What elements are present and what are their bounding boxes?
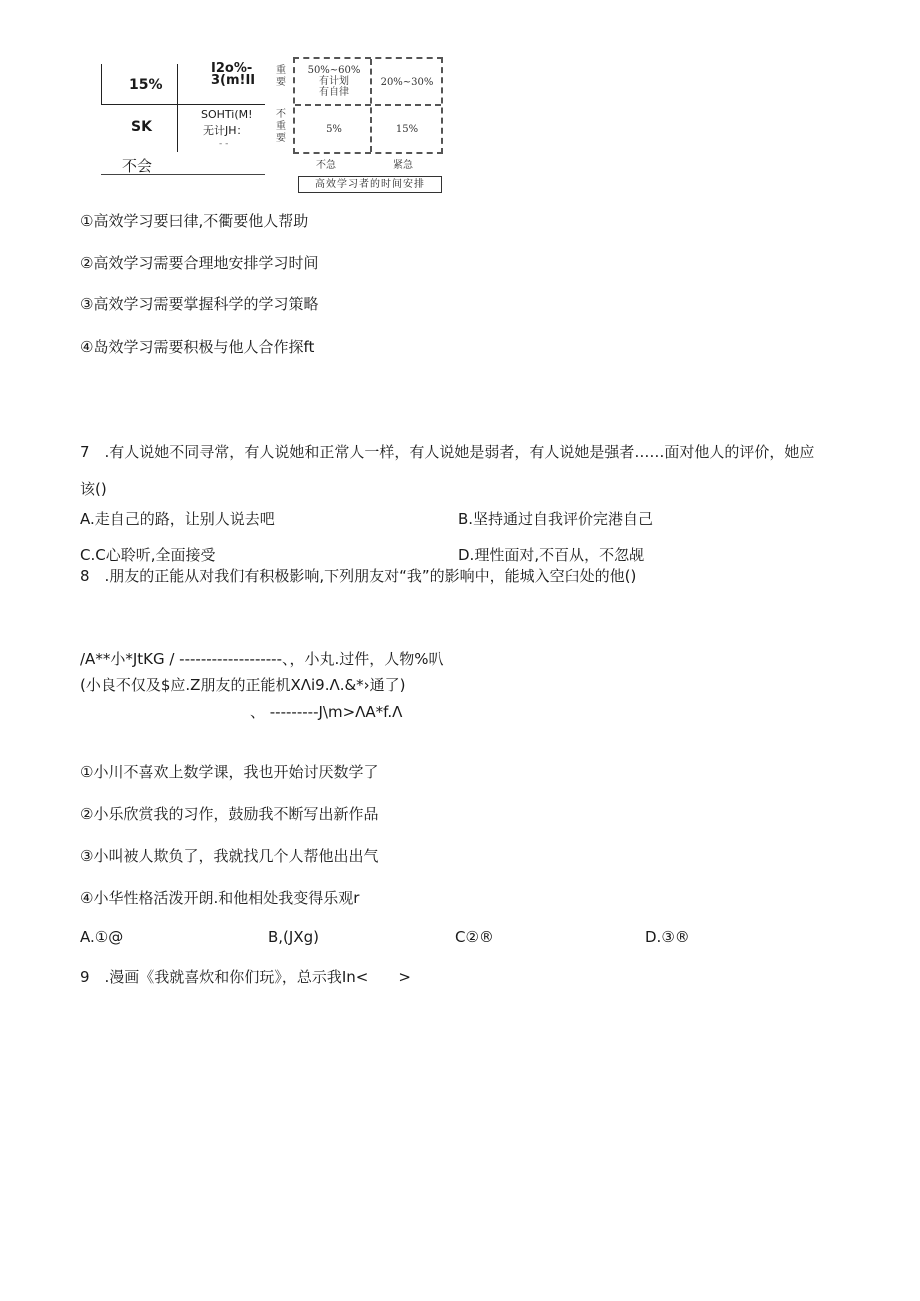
matrix-divider <box>370 59 372 152</box>
q8-option-d: D.③® <box>645 928 690 946</box>
matrix-row-label: 不重要 <box>276 109 286 144</box>
matrix-divider <box>295 104 441 106</box>
q8-item-2: ②小乐欣赏我的习作，鼓励我不断写出新作品 <box>80 805 379 823</box>
q8-item-1: ①小川不喜欢上数学课，我也开始讨厌数学了 <box>80 763 379 781</box>
q7-option-c: C.C心聆听,全面接受 <box>80 546 216 564</box>
matrix-cell-text: 有计划 <box>319 76 349 87</box>
left-table <box>101 61 265 175</box>
q6-option-4: ④岛效学习需要积极与他人合作探ft <box>80 338 315 356</box>
q6-option-1: ①高效学习要曰律,不衢要他人帮助 <box>80 212 309 230</box>
q7-option-d: D.理性面对,不百从，不忽觇 <box>458 546 645 564</box>
table-cell: SK <box>131 119 152 135</box>
q9-stem: 9 .漫画《我就喜炊和你们玩》，总示我In< > <box>80 968 411 986</box>
q8-option-a: A.①@ <box>80 928 124 946</box>
matrix-cell: 20%~30% <box>380 77 434 88</box>
table-note: 不会 <box>122 157 153 175</box>
table-divider <box>101 104 265 105</box>
table-cell: 15% <box>129 77 163 93</box>
q8-figure-text: 、 ---------J\m>ΛA*f.Λ <box>250 703 403 721</box>
q7-option-a: A.走自己的路，让别人说去吧 <box>80 510 275 528</box>
matrix-caption: 高效学习者的时间安排 <box>298 176 442 193</box>
q8-item-3: ③小叫被人欺负了，我就找几个人帮他出出气 <box>80 847 379 865</box>
q8-option-c: C②® <box>455 928 494 946</box>
q7-option-b: B.坚持通过自我评价完港自己 <box>458 510 654 528</box>
table-cell: - - <box>219 139 229 149</box>
q7-stem-cont: 该() <box>80 480 107 498</box>
matrix-cell <box>299 65 369 98</box>
q8-figure-text: (小良不仅及$应.Z朋友的正能机XΛi9.Λ.&*›通了) <box>80 676 406 694</box>
q6-option-2: ②高效学习需要合理地安排学习时间 <box>80 254 319 272</box>
matrix-cell: 5% <box>326 124 342 135</box>
matrix-col-label: 紧急 <box>393 160 413 171</box>
table-divider <box>177 64 178 152</box>
q7-stem: 7 .有人说她不同寻常，有人说她和正常人一样，有人说她是弱者，有人说她是强者……面对他人的评价，她应 <box>80 443 815 461</box>
q8-stem: 8 .朋友的正能从对我们有积极影响,下列朋友对“我”的影响中，能城入空臼处的他() <box>80 567 637 585</box>
q8-option-b: B,(JXg) <box>268 928 319 946</box>
table-cell: 无计JH： <box>203 124 248 137</box>
table-border <box>101 64 102 104</box>
q8-figure-text: /A**小*JtKG / -------------------、，小丸.过件，人物%叭 <box>80 650 444 668</box>
matrix-cell-text: 有自律 <box>319 87 349 98</box>
table-cell: SOHTi(M! <box>201 108 253 121</box>
matrix-cell-text: 50%~60% <box>307 65 361 76</box>
table-cell: I2o%- <box>211 61 253 76</box>
matrix-row-label: 重要 <box>276 65 286 88</box>
matrix-cell: 15% <box>395 124 419 135</box>
q8-item-4: ④小华性格活泼开朗.和他相处我变得乐观r <box>80 889 360 907</box>
time-matrix <box>293 57 443 154</box>
matrix-col-label: 不急 <box>316 160 336 171</box>
q6-option-3: ③高效学习需要掌握科学的学习策略 <box>80 295 319 313</box>
table-cell: 3(m!II <box>211 73 256 88</box>
